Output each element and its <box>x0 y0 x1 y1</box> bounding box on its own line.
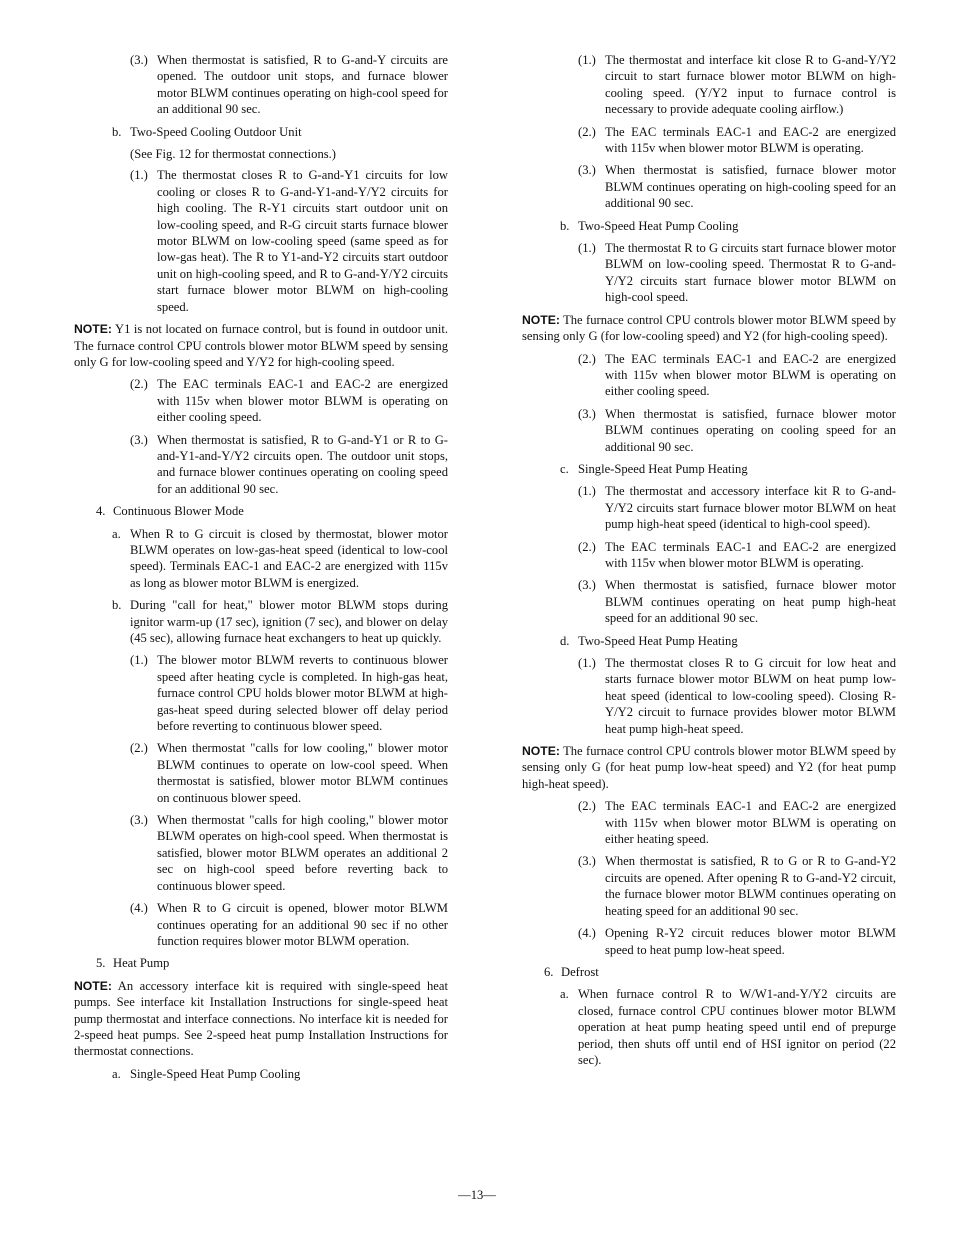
list-item: (2.) The EAC terminals EAC-1 and EAC-2 are energized with 115v when blower motor BLWM is operating on either cooling speed. <box>130 377 448 425</box>
note-paragraph: NOTE: The furnace control CPU controls blower motor BLWM speed by sensing only G (for low-cooling speed) and Y2 (for high-cooling speed). <box>522 312 896 344</box>
list-item: (4.) Opening R-Y2 circuit reduces blower motor BLWM speed to heat pump low-heat speed. <box>578 926 896 957</box>
subsection-heading: a. Single-Speed Heat Pump Cooling <box>112 1066 301 1081</box>
list-item: (1.) The thermostat and interface kit close R to G-and-Y/Y2 circuit to start furnace blower motor BLWM on high-cooling speed. (Y/Y2 input to furnace control is necessary to provide adequate cooling airflow.) <box>578 53 896 117</box>
list-item: (3.) When thermostat is satisfied, furnace blower motor BLWM continues operating on high-cooling speed for an additional 90 sec. <box>578 163 896 211</box>
list-item: (3.) When thermostat is satisfied, R to G-and-Y1 or R to G-and-Y1-and-Y/Y2 circuits open. The outdoor unit stops, and furnace blower continues operating on cooling speed for an additional 90 sec. <box>130 432 448 496</box>
list-item: (3.) When thermostat is satisfied, furnace blower motor BLWM continues operating on heat pump high-heat speed for an additional 90 sec. <box>578 578 896 626</box>
left-column <box>74 52 448 1088</box>
section-heading: 6. Defrost <box>544 964 599 979</box>
list-item: (4.) When R to G circuit is opened, blower motor BLWM continues operating for an additional 90 sec if no other function requires blower motor BLWM operation. <box>130 901 448 948</box>
list-item: a. When R to G circuit is closed by thermostat, blower motor BLWM operates on low-gas-heat speed (identical to low-cool speed). Terminals EAC-1 and EAC-2 are energized with 115v as long as blower motor BLWM is energized. <box>112 526 448 590</box>
page-number: —13— <box>458 1188 496 1202</box>
list-item: (3.) When thermostat "calls for high cooling," blower motor BLWM operates on high-cool speed. When thermostat is satisfied, blower motor BLWM operates an additional 2 sec on high-cool speed before reverting back to continuous blower speed. <box>130 813 448 893</box>
subsection-heading: b. Two-Speed Cooling Outdoor Unit <box>112 124 302 139</box>
list-item: (1.) The thermostat R to G circuits start furnace blower motor BLWM on low-cooling speed. Thermostat R to G-and-Y/Y2 circuits start furnace blower motor BLWM on high-cool speed. <box>578 241 896 305</box>
note-paragraph: NOTE: Y1 is not located on furnace control, but is found in outdoor unit. The furnace control CPU controls blower motor BLWM speed by sensing only G for low-cooling speed and Y/Y2 for high-cooling speed. <box>74 322 449 369</box>
list-item: a. When furnace control R to W/W1-and-Y/Y2 circuits are closed, furnace control CPU continues blower motor BLWM operation at heat pump heating speed until end of prepurge period, then shuts off until end of HSI ignitor on period (22 sec). <box>560 987 896 1067</box>
note-paragraph: NOTE: The furnace control CPU controls blower motor BLWM speed by sensing only G (for heat pump low-heat speed) and Y2 (for heat pump high-heat speed). <box>522 744 896 791</box>
list-item: (1.) The thermostat closes R to G-and-Y1 circuits for low cooling or closes R to G-and-Y1-and-Y/Y2 circuits for high cooling. The R-Y1 circuits start outdoor unit on low-cooling speed, and R-G circuit starts furnace blower motor BLWM on low-cooling speed (same speed as for low-gas heat). The R to Y1-and-Y2 circuits start outdoor unit on high-cooling speed, and R to G-and-Y/Y2 circuits start furnace blower motor BLWM on high-cooling speed. <box>130 168 448 314</box>
list-item: (3.) When thermostat is satisfied, R to G-and-Y circuits are opened. The outdoor unit stops, and furnace blower motor BLWM continues operating on high-cool speed for an additional 90 sec. <box>130 53 448 117</box>
section-heading: 4. Continuous Blower Mode <box>96 504 244 519</box>
subsection-heading: b. Two-Speed Heat Pump Cooling <box>560 218 739 233</box>
note-paragraph: NOTE: An accessory interface kit is required with single-speed heat pumps. See interface kit Installation Instructions for single-speed heat pump thermostat and interface connections. No interface kit is needed for 2-speed heat pumps. See 2-speed heat pump Installation Instructions for thermostat connections. <box>74 978 448 1059</box>
list-item: b. During "call for heat," blower motor BLWM stops during ignitor warm-up (17 sec), ignition (7 sec), and blower on delay (45 sec), allowing furnace heat exchangers to heat up quickly. <box>112 598 448 645</box>
list-item: (2.) The EAC terminals EAC-1 and EAC-2 are energized with 115v when blower motor BLWM is operating. <box>578 539 896 570</box>
subsection-heading: d. Two-Speed Heat Pump Heating <box>560 633 738 648</box>
subsection-heading: c. Single-Speed Heat Pump Heating <box>560 461 748 476</box>
list-item: (1.) The thermostat closes R to G circuit for low heat and starts furnace blower motor BLWM on heat pump low-heat speed (identical to low-cooling speed). Closing R-Y/Y2 circuit to furnace provides blower motor BLWM heat pump high-heat speed. <box>578 656 896 736</box>
figure-reference: (See Fig. 12 for thermostat connections.) <box>130 147 337 162</box>
list-item: (2.) When thermostat "calls for low cooling," blower motor BLWM continues to operate on low-cool speed. When thermostat is satisfied, blower motor BLWM continues on continuous blower speed. <box>130 741 448 805</box>
list-item: (3.) When thermostat is satisfied, furnace blower motor BLWM continues operating on cooling speed for an additional 90 sec. <box>578 406 896 454</box>
list-item: (3.) When thermostat is satisfied, R to G or R to G-and-Y2 circuits are opened. After opening R to G-and-Y2 circuit, the furnace blower motor BLWM continues operating on heating speed for an additional 90 sec. <box>578 854 896 918</box>
list-item: (1.) The thermostat and accessory interface kit R to G-and-Y/Y2 circuits start furnace blower motor BLWM on heat pump high-heat speed (identical to high-cool speed). <box>578 484 896 532</box>
list-item: (2.) The EAC terminals EAC-1 and EAC-2 are energized with 115v when blower motor BLWM is operating on either heating speed. <box>578 799 896 847</box>
section-heading: 5. Heat Pump <box>96 956 170 971</box>
list-item: (2.) The EAC terminals EAC-1 and EAC-2 are energized with 115v when blower motor BLWM is operating. <box>578 124 896 156</box>
list-item: (2.) The EAC terminals EAC-1 and EAC-2 are energized with 115v when blower motor BLWM is operating on either cooling speed. <box>578 351 896 399</box>
list-item: (1.) The blower motor BLWM reverts to continuous blower speed after heating cycle is completed. In high-gas heat, furnace control CPU holds blower motor BLWM at high-gas-heat speed during selected blower off delay period before reverting to continuous blower speed. <box>130 653 448 734</box>
right-column <box>522 52 896 1074</box>
